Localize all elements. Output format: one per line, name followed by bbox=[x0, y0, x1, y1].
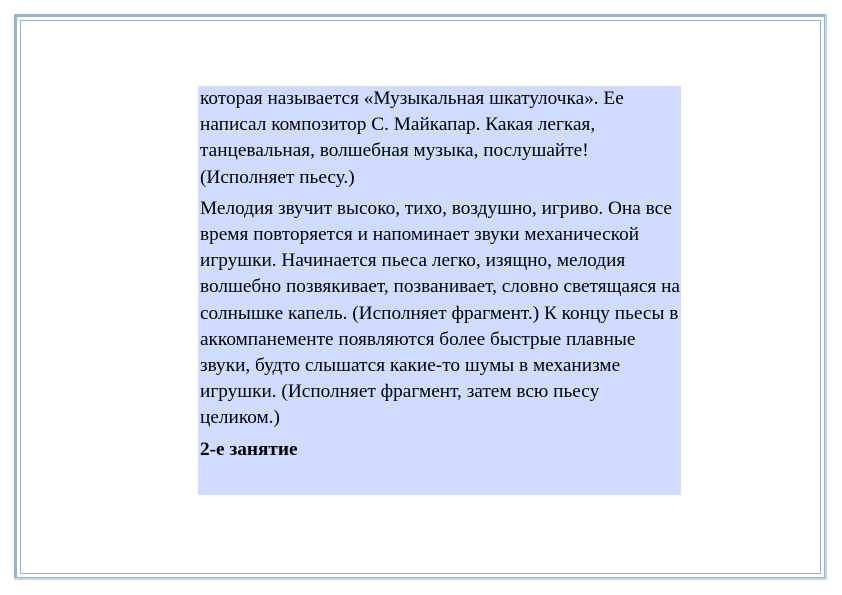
paragraph-music-box-intro: которая называется «Музыкальная шкатулочка». Ее написал композитор С. Майкапар. Какая легкая, танцевальная, волшебная музыка, послушайте! (Исполняет пьесу.) bbox=[200, 88, 624, 188]
paragraph-melody-description: Мелодия звучит высоко, тихо, воздушно, игриво. Она все время повторяется и напоминает звуки механической игрушки. Начинается пьеса легко, изящно, мелодия волшебно позвякивает, позванивает, словно светящаяся на солнышке капель. (Исполняет фрагмент.) К концу пьесы в аккомпанементе появляются более быстрые плавные звуки, будто слышатся какие-то шумы в механизме игрушки. (Исполняет фрагмент, затем всю пьесу целиком.) bbox=[200, 197, 680, 429]
slide-border-shadow-right bbox=[825, 14, 827, 580]
slide-border-shadow-bottom bbox=[14, 578, 827, 580]
text-block bbox=[198, 86, 681, 495]
section-heading: 2-е занятие bbox=[200, 438, 298, 460]
